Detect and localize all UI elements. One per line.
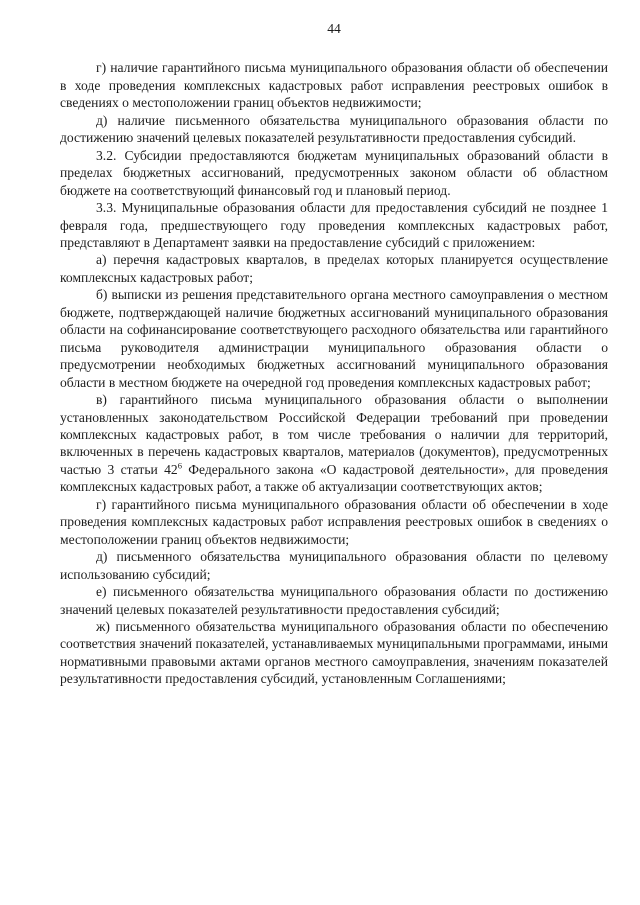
page-number: 44 xyxy=(327,21,341,36)
paragraph-3-2: 3.2. Субсидии предоставляются бюджетам муниципальных образований области в пределах бюджетных ассигнований, предусмотренных законом области об областном бюджете на соответствующий финансовый год и плановый период. xyxy=(60,147,608,198)
paragraph-zh: ж) письменного обязательства муниципального образования области по обеспечению соответствия значений показателей, устанавливаемых муниципальными программами, иными нормативными правовыми актами органов местного самоуправления, значениям показателей результативности предоставления субсидий, установленным Соглашениями; xyxy=(60,618,608,687)
paragraph-d-1: д) наличие письменного обязательства муниципального образования области по достижению значений целевых показателей результативности предоставления субсидий. xyxy=(60,112,608,146)
paragraph-e: е) письменного обязательства муниципального образования области по достижению значений целевых показателей результативности предоставления субсидий; xyxy=(60,584,608,617)
paragraph-b: б) выписки из решения представительного органа местного самоуправления о местном бюджете, подтверждающей наличие бюджетных ассигнований муниципального образования области на софинансирование соответствующего расходного обязательства или гарантийного письма руководителя администрации муниципального образования области о предусмотрении необходимых бюджетных ассигнований муниципального образования области в местном бюджете на очередной год проведения комплексных кадастровых работ; xyxy=(60,287,608,390)
paragraph-v xyxy=(60,391,608,496)
paragraph-v-text-after: Федерального закона «О кадастровой деятельности», для проведения комплексных кадастровых работ, а также об актуализации соответствующих актов; xyxy=(60,461,608,495)
superscript-six: 6 xyxy=(177,460,182,471)
paragraph-v-text-before: в) гарантийного письма муниципального образования области о выполнении установленных законодательством Российской Федерации требований при проведении комплексных кадастровых работ, в том числе требования о наличии для территорий, включенных в перечень кадастровых кварталов, материалов (документов), предусмотренных частью 3 статьи 42 xyxy=(60,392,608,477)
paragraph-g-1: г) наличие гарантийного письма муниципального образования области об обеспечении в ходе проведения комплексных кадастровых работ исправления реестровых ошибок в сведениях о местоположении границ объектов недвижимости; xyxy=(60,60,608,111)
paragraph-a: а) перечня кадастровых кварталов, в пределах которых планируется осуществление комплексных кадастровых работ; xyxy=(60,252,608,285)
paragraph-g-2: г) гарантийного письма муниципального образования области об обеспечении в ходе проведения комплексных кадастровых работ исправления реестровых ошибок в сведениях о местоположении границ объектов недвижимости; xyxy=(60,496,608,547)
paragraph-3-3: 3.3. Муниципальные образования области для предоставления субсидий не позднее 1 февраля года, предшествующего году проведения комплексных кадастровых работ, представляют в Департамент заявки на предоставление субсидий с приложением: xyxy=(60,200,608,250)
paragraph-d-2: д) письменного обязательства муниципального образования области по целевому использованию субсидий; xyxy=(60,549,608,582)
